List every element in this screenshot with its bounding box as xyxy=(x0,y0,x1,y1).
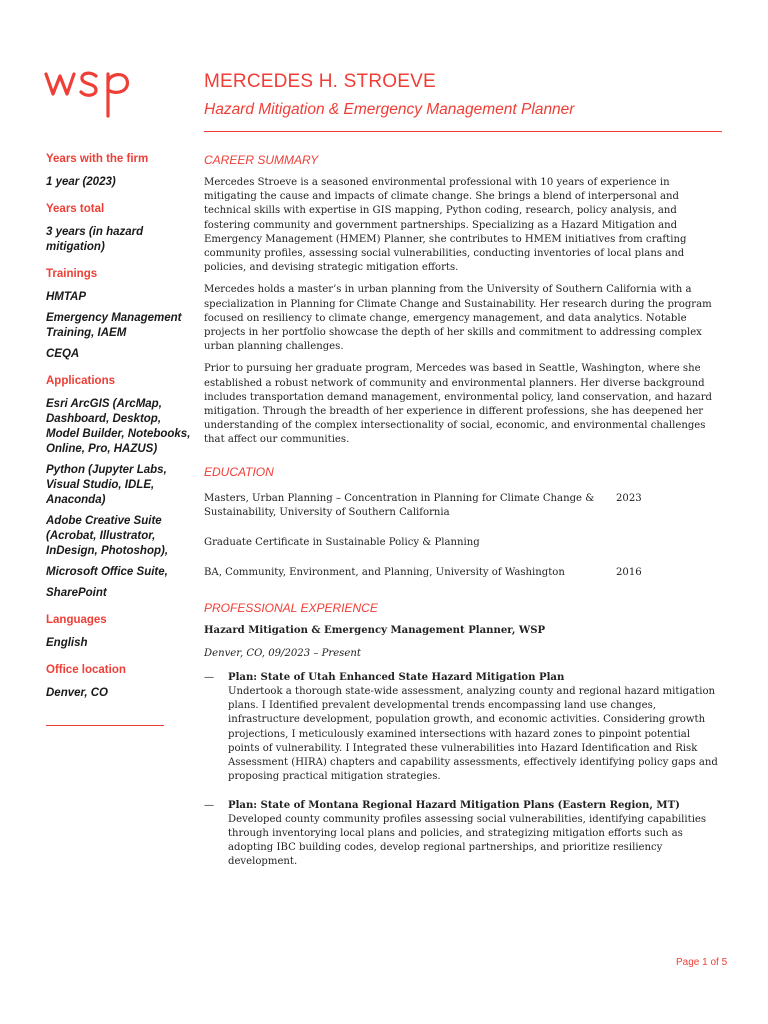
languages-value: English xyxy=(46,637,88,649)
application-item: Microsoft Office Suite, xyxy=(46,566,168,578)
education-degree: BA, Community, Environment, and Planning, University of Washington xyxy=(204,567,565,579)
plan-title: Plan: State of Utah Enhanced State Hazard Mitigation Plan xyxy=(228,671,565,683)
office-location-value: Denver, CO xyxy=(46,687,108,699)
dash-bullet: — xyxy=(204,671,215,683)
dash-bullet: — xyxy=(204,799,215,811)
languages-label: Languages xyxy=(46,614,107,626)
years-total-value: 3 years (in hazard mitigation) xyxy=(46,226,144,253)
education-item xyxy=(204,492,724,520)
header-divider xyxy=(204,131,722,132)
years-total-label: Years total xyxy=(46,203,105,215)
application-item: Adobe Creative Suite (Acrobat, Illustrator, InDesign, Photoshop), xyxy=(46,515,169,557)
application-item: SharePoint xyxy=(46,587,107,599)
education-year xyxy=(616,536,724,550)
plan-item xyxy=(204,799,724,870)
education-year: 2016 xyxy=(616,567,642,579)
office-location-label: Office location xyxy=(46,664,126,676)
training-item: CEQA xyxy=(46,348,80,360)
career-summary-heading: CAREER SUMMARY xyxy=(204,153,319,167)
career-paragraph: Mercedes holds a master’s in urban planning from the University of Southern California with a specialization in Planning for Climate Change and Sustainability. Her research during the program focused on resiliency to climate change, emergency management, and data analytics. Notable projects in her portfolio showcase the depth of her skills and commitment to addressing complex urban planning challenges. xyxy=(204,284,712,353)
application-item: Python (Jupyter Labs, Visual Studio, IDLE, Anaconda) xyxy=(46,464,167,506)
education-item xyxy=(204,566,724,580)
years-firm-label: Years with the firm xyxy=(46,153,149,165)
education-item xyxy=(204,536,724,550)
sidebar-divider xyxy=(46,725,164,726)
plan-body xyxy=(228,799,724,870)
career-paragraph: Prior to pursuing her graduate program, Mercedes was based in Seattle, Washington, where she established a robust network of community and environmental planners. Her diverse background includes transportation demand management, environmental policy, land conservation, and hazard mitigation. Through the breadth of her experience in different professions, she has deepened her understanding of the complex intersectionality of social, economic, and environmental challenges that affect our communities. xyxy=(204,363,713,446)
career-paragraph: Mercedes Stroeve is a seasoned environmental professional with 10 years of experience in mitigating the cause and impacts of climate change. She brings a blend of interpersonal and technical skills with expertise in GIS mapping, Python coding, research, policy analysis, and fostering community and government partnerships. Specializing as a Hazard Mitigation and Emergency Management (HMEM) Planner, she contributes to HMEM initiatives from crafting community profiles, assessing social vulnerabilities, conducting inventories of local plans and policies, and devising strategic mitigation efforts. xyxy=(204,177,687,274)
training-item: HMTAP xyxy=(46,291,87,303)
job-title-heading: Hazard Mitigation & Emergency Management Planner xyxy=(204,101,575,118)
person-name: MERCEDES H. STROEVE xyxy=(204,71,436,92)
application-item: Esri ArcGIS (ArcMap, Dashboard, Desktop, Model Builder, Notebooks, Online, Pro, HAZUS) xyxy=(46,398,191,455)
main-content xyxy=(204,152,724,870)
education-heading: EDUCATION xyxy=(204,464,274,479)
applications-label: Applications xyxy=(46,375,116,387)
education-degree: Graduate Certificate in Sustainable Policy & Planning xyxy=(204,537,480,549)
plan-body xyxy=(228,671,724,785)
page-number: Page 1 of 5 xyxy=(676,957,728,968)
professional-experience-heading: PROFESSIONAL EXPERIENCE xyxy=(204,601,378,616)
sidebar xyxy=(46,152,192,726)
education-degree: Masters, Urban Planning – Concentration in Planning for Climate Change & Sustainability, University of Southern California xyxy=(204,492,595,518)
job-location-dates: Denver, CO, 09/2023 – Present xyxy=(204,647,361,659)
wsp-logo xyxy=(44,68,144,120)
plan-title: Plan: State of Montana Regional Hazard Mitigation Plans (Eastern Region, MT) xyxy=(228,799,680,811)
trainings-label: Trainings xyxy=(46,268,98,280)
years-firm-value: 1 year (2023) xyxy=(46,176,116,188)
plan-item xyxy=(204,671,724,785)
job-title: Hazard Mitigation & Emergency Management Planner, WSP xyxy=(204,625,546,637)
plan-description: Undertook a thorough state-wide assessment, analyzing county and regional hazard mitigation plans. I Identified prevalent developmental trends encompassing land use changes, infrastructure development, population growth, and economic activities. Considering growth projections, I meticulously examined intersections with hazard zones to pinpoint potential points of vulnerability. I Integrated these vulnerabilities into Hazard Identification and Risk Assessment (HIRA) chapters and capability assessments, effectively identifying policy gaps and proposing practical mitigation strategies. xyxy=(228,686,718,783)
education-year: 2023 xyxy=(616,492,642,504)
training-item: Emergency Management Training, IAEM xyxy=(46,312,182,339)
plan-description: Developed county community profiles assessing social vulnerabilities, identifying capabilities through inventorying local plans and policies, and strategizing mitigation efforts such as adopting IBC building codes, develop regional partnerships, and prioritize resiliency development. xyxy=(228,813,707,868)
